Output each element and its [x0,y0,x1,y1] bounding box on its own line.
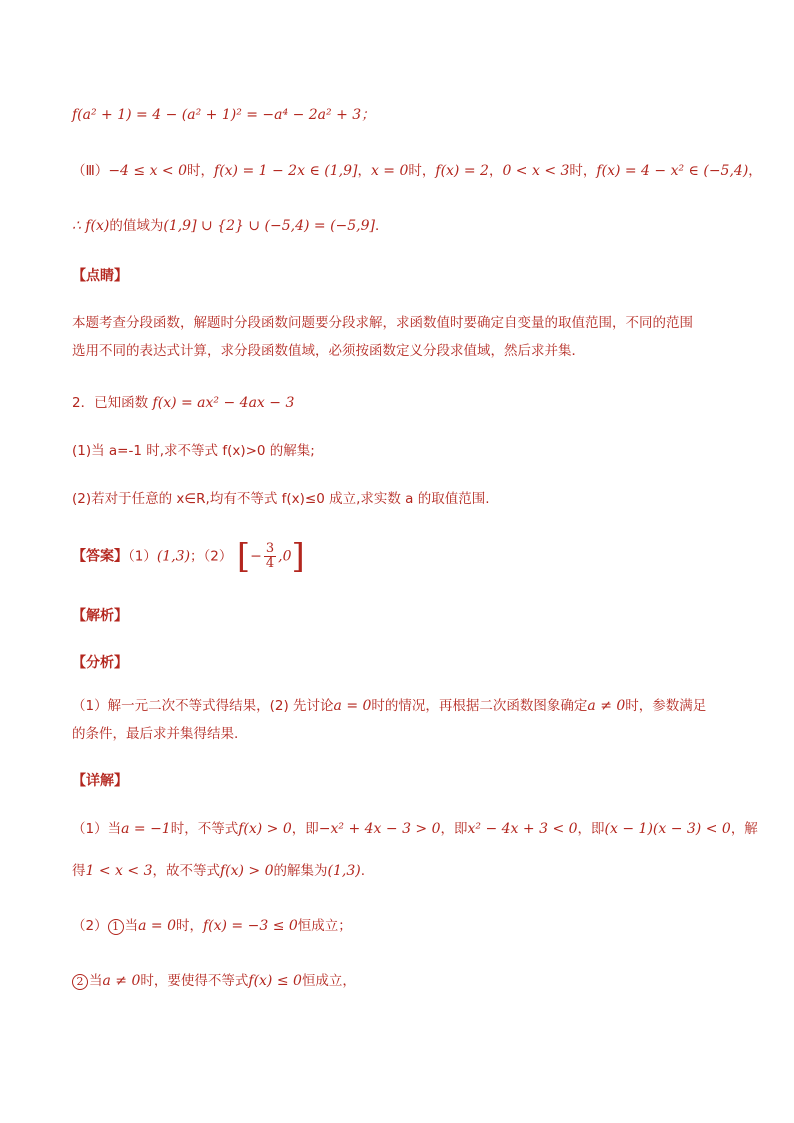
circled-number-1: 1 [108,919,124,935]
fraction: $\frac{3}{4}$ [265,541,275,571]
equation: f(a² + 1) = 4 − (a² + 1)² = −a⁴ − 2a² + 3； [72,107,376,123]
question-2: 2．已知函数 f(x) = ax² − 4ax − 3 [72,395,295,411]
circled-number-2: 2 [72,974,88,990]
right-bracket: ] [291,536,305,577]
range-line: ∴ f(x)的值域为(1,9] ∪ {2} ∪ (−5,4) = (−5,9]． [72,218,389,234]
heading-jiexi: 【解析】 [72,608,128,624]
detail-line-3: （2） 1 当a = 0时，f(x) = −3 ≤ 0恒成立； [72,918,352,934]
question-2-part-1: (1)当 a=-1 时,求不等式 f(x)>0 的解集; [72,443,315,459]
question-2-part-2: (2)若对于任意的 x∈R,均有不等式 f(x)≤0 成立,求实数 a 的取值范围. [72,491,490,507]
heading-dianjing: 【点睛】 [72,268,128,284]
analysis-line-1: （1）解一元二次不等式得结果，(2) 先讨论a = 0时的情况，再根据二次函数图象确定a ≠ 0时，参数满足 [72,698,707,714]
paragraph-line-1: 本题考查分段函数，解题时分段函数问题要分段求解，求函数值时要确定自变量的取值范围，不同的范围 [72,315,693,331]
detail-line-4: 2 当a ≠ 0时，要使得不等式f(x) ≤ 0恒成立， [72,970,734,992]
left-bracket: [ [236,536,251,577]
detail-line-1: （1）当a = −1时，不等式f(x) > 0，即−x² + 4x − 3 > 0，即x² − 4x + 3 < 0，即(x − 1)(x − 3) < 0，解 [72,821,758,837]
analysis-line-2: 的条件，最后求并集得结果. [72,726,239,742]
answer-line: 【答案】（1）(1,3)；（2） [− $\frac{3}{4}$ ,0] [72,536,305,577]
eq-line-1 [72,104,734,126]
part-iii-line: （Ⅲ）−4 ≤ x < 0时，f(x) = 1 − 2x ∈ (1,9]，x = 0时，f(x) = 2，0 < x < 3时，f(x) = 4 − x² ∈ (−5,4)， [72,163,762,179]
paragraph-line-2: 选用不同的表达式计算，求分段函数值域，必须按函数定义分段求值域，然后求并集． [72,343,585,359]
heading-xiangjie: 【详解】 [72,773,128,789]
heading-fenxi: 【分析】 [72,655,128,671]
detail-line-2: 得1 < x < 3，故不等式f(x) > 0的解集为(1,3). [72,863,366,879]
